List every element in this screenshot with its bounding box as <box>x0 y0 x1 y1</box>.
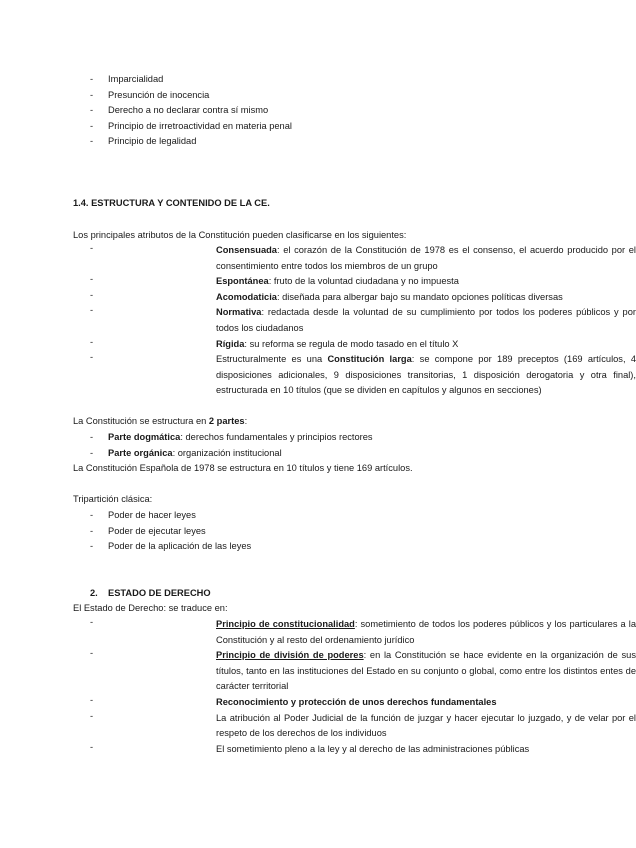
part-term: Parte orgánica <box>108 447 173 458</box>
list-item-text <box>216 290 636 306</box>
list-item-text <box>216 695 636 711</box>
bullet-dash: - <box>90 710 94 721</box>
list-item <box>0 648 636 695</box>
list-item-text: Poder de la aplicación de las leyes <box>108 541 252 552</box>
list-item <box>0 446 600 462</box>
section-intro: Los principales atributos de la Constitución pueden clasificarse en los siguientes: <box>73 230 407 240</box>
list-item <box>0 134 600 150</box>
list-item-text: Derecho a no declarar contra sí mismo <box>108 105 269 116</box>
bullet-dash: - <box>90 274 94 285</box>
attribute-text: : fruto de la voluntad ciudadana y no impuesta <box>268 276 459 287</box>
list-item-text <box>108 430 373 446</box>
attributes-list <box>0 243 636 399</box>
bullet-dash: - <box>90 136 94 147</box>
attribute-term: Espontánea <box>216 276 269 287</box>
list-item <box>0 72 600 88</box>
list-item-text <box>216 352 636 399</box>
list-item-text: Principio de irretroactividad en materia penal <box>108 120 292 131</box>
attribute-text: : su reforma se regula de modo tasado en el título X <box>244 338 459 349</box>
bullet-dash: - <box>90 510 94 520</box>
section-number: 2. <box>90 588 98 598</box>
section-2-list <box>0 617 636 757</box>
attribute-term: Normativa <box>216 307 262 318</box>
part-term: Parte dogmática <box>108 432 181 442</box>
parts-intro-prefix: La Constitución se estructura en <box>73 416 209 426</box>
bullet-dash: - <box>90 336 94 347</box>
section-2-heading-line <box>0 586 600 602</box>
list-item <box>0 524 600 540</box>
bullet-dash: - <box>90 89 94 100</box>
bullet-dash: - <box>90 289 94 300</box>
list-item-text <box>108 446 282 462</box>
list-item-text <box>216 617 636 648</box>
parts-list <box>0 430 600 461</box>
list-item <box>0 617 636 648</box>
item-text: : sometimiento de todos los poderes públicos y los particulares a la Constitución y al resto del ordenamiento jurídico <box>216 619 636 645</box>
list-item <box>0 695 600 711</box>
list-item-text <box>216 337 636 353</box>
list-item <box>0 243 636 274</box>
bullet-dash: - <box>90 120 94 131</box>
bullet-dash: - <box>90 617 94 627</box>
list-item <box>0 119 600 135</box>
bullet-dash: - <box>90 741 94 752</box>
item-term: Reconocimiento y protección de unos derechos fundamentales <box>216 696 497 707</box>
list-item <box>0 337 600 353</box>
list-item <box>0 274 600 290</box>
parts-intro-bold: 2 partes <box>208 416 245 426</box>
list-item-text <box>216 243 636 274</box>
bullet-dash: - <box>90 74 94 84</box>
principles-list <box>0 72 600 150</box>
bullet-dash: - <box>90 525 94 536</box>
attribute-term: Acomodaticia <box>216 291 277 302</box>
tripartition-title: Tripartición clásica: <box>73 494 153 504</box>
list-item-text: La atribución al Poder Judicial de la función de juzgar y hacer ejecutar lo juzgado, y de velar por el respeto de los derechos de los individuos <box>216 712 636 739</box>
part-text: : derechos fundamentales y principios rectores <box>180 432 373 442</box>
parts-note: La Constitución Española de 1978 se estructura en 10 títulos y tiene 169 artículos. <box>73 463 413 473</box>
attribute-term: Consensuada <box>216 245 277 255</box>
bullet-dash: - <box>90 105 94 116</box>
list-item <box>0 710 636 742</box>
list-item-text <box>216 274 636 290</box>
bullet-dash: - <box>90 243 94 253</box>
attribute-text: : el corazón de la Constitución de 1978 es el consenso, el acuerdo producido por el consentimiento entre todos los miembros de un grupo <box>216 245 636 271</box>
list-item <box>0 352 636 399</box>
list-item-text <box>216 648 636 695</box>
list-item <box>0 430 600 446</box>
list-item-text: Principio de legalidad <box>108 136 197 147</box>
part-text: : organización institucional <box>172 447 282 458</box>
bullet-dash: - <box>90 352 94 363</box>
list-item-text: El sometimiento pleno a la ley y al derecho de las administraciones públicas <box>216 743 530 754</box>
item-term: Principio de división de poderes <box>216 650 364 661</box>
bullet-dash: - <box>90 305 94 316</box>
section-heading: 1.4. ESTRUCTURA Y CONTENIDO DE LA CE. <box>73 198 270 208</box>
section-2-heading <box>0 586 600 602</box>
item-text: : en la Constitución se hace evidente en la organización de sus títulos, tanto en las instituciones del Estado en su conjunto o global, como entre los distintos entes de carácter territorial <box>216 650 636 692</box>
tripartition-list <box>0 508 600 555</box>
list-item <box>0 742 600 758</box>
list-item <box>0 88 600 104</box>
list-item-text <box>216 305 636 336</box>
list-item-text: Poder de hacer leyes <box>108 510 196 520</box>
attribute-text: : redactada desde la voluntad de su cumplimiento por todos los poderes públicos y por todos los ciudadanos <box>216 307 636 333</box>
bullet-dash: - <box>90 432 94 442</box>
bullet-dash: - <box>90 648 94 659</box>
list-item <box>0 508 600 524</box>
section-2-intro: El Estado de Derecho: se traduce en: <box>73 603 228 613</box>
attribute-term: Rígida <box>216 338 245 349</box>
bullet-dash: - <box>90 447 94 458</box>
structural-prefix: Estructuralmente es una <box>216 354 328 365</box>
parts-intro <box>73 414 533 430</box>
structural-term: Constitución larga <box>327 354 412 365</box>
attribute-text: : diseñada para albergar bajo su mandato opciones políticas diversas <box>276 291 563 302</box>
structural-text: : se compone por 189 preceptos (169 artículos, 4 disposiciones adicionales, 9 disposiciones transitorias, 1 disposición derogatoria y otra final), estructurada en 10 títulos (que se dividen en capítulos y algunos en secciones) <box>216 354 636 396</box>
bullet-dash: - <box>90 541 94 552</box>
list-item <box>0 290 600 306</box>
list-item <box>0 103 600 119</box>
list-item-text: Poder de ejecutar leyes <box>108 525 206 536</box>
list-item <box>0 305 636 336</box>
list-item-text: Imparcialidad <box>108 74 164 84</box>
list-item-text: Presunción de inocencia <box>108 89 210 100</box>
list-item <box>0 539 600 555</box>
section-title: ESTADO DE DERECHO <box>108 588 211 598</box>
bullet-dash: - <box>90 694 94 705</box>
parts-intro-suffix: : <box>244 416 248 426</box>
item-term: Principio de constitucionalidad <box>216 619 355 629</box>
